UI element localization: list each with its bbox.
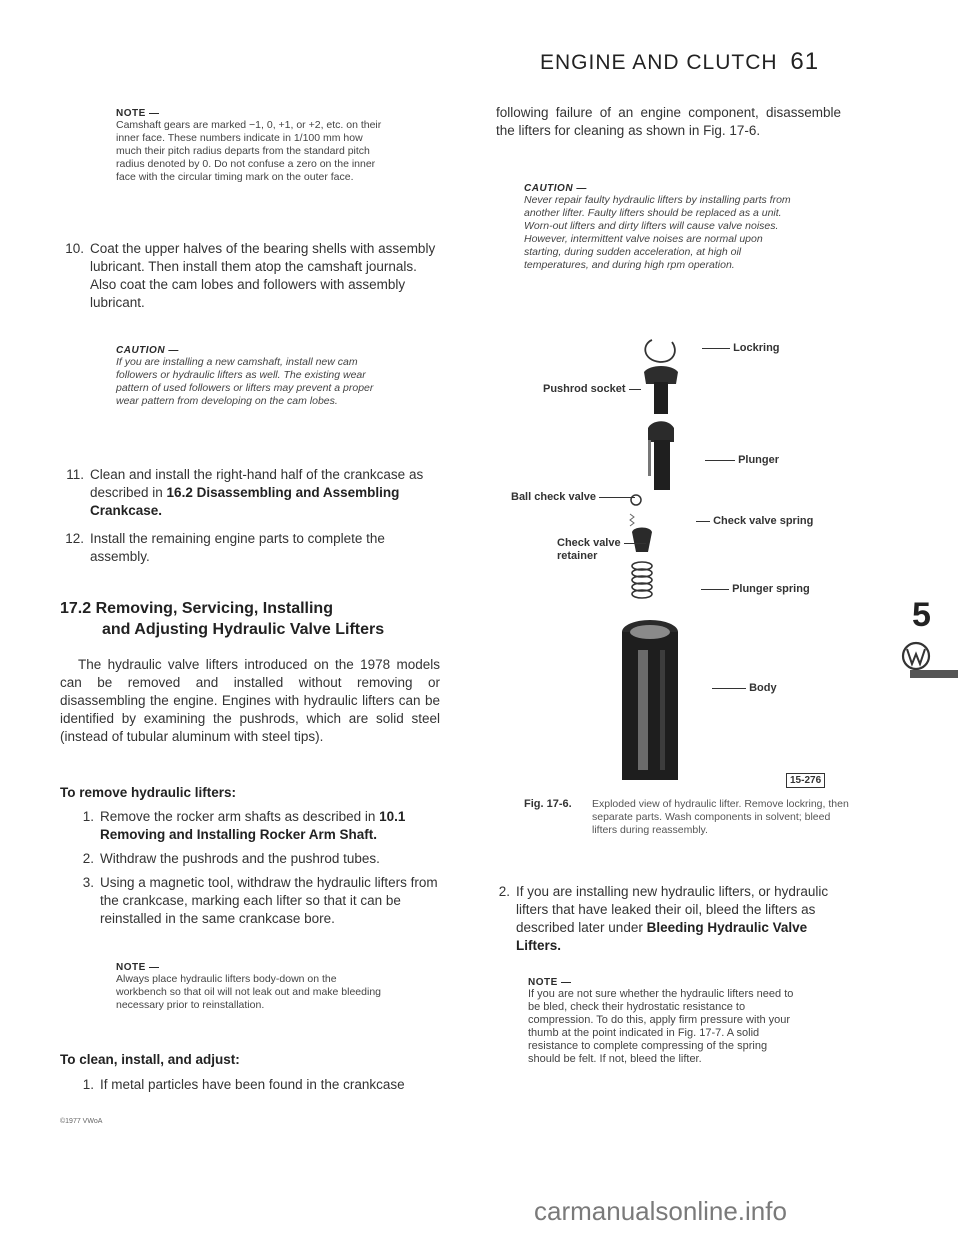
- label-pushrod-socket: Pushrod socket: [543, 383, 641, 395]
- remove-lifters-heading: To remove hydraulic lifters:: [60, 785, 237, 800]
- note-text: Camshaft gears are marked −1, 0, +1, or +2, etc. on their inner face. These numbers indicate in 1/100 mm how much their pitch radius departs from the standard pitch radius denoted by 0. Do not confuse a zero on the inner face with the circular timing mark on the outer face.: [116, 119, 382, 183]
- note-label: NOTE —: [116, 108, 160, 119]
- caution-text: If you are installing a new camshaft, install new cam followers or hydraulic lifters as well. The existing wear pattern of used followers or lifters may prevent a proper wear pattern from developing on the cam lobes.: [116, 356, 374, 407]
- site-watermark: carmanualsonline.info: [534, 1196, 787, 1226]
- note-label: NOTE —: [528, 977, 572, 988]
- figure-number: Fig. 17-6.: [524, 798, 572, 810]
- clean-step-1: [60, 1076, 450, 1094]
- remove-step: [60, 874, 445, 928]
- vw-logo-icon: [900, 640, 958, 680]
- lockring-part: [645, 340, 675, 362]
- step-text: If you are installing new hydraulic lifters, or hydraulic lifters that have leaked their oil, bleed the lifters as described later under: [516, 884, 829, 935]
- step-12: [60, 530, 440, 566]
- figure-code: 15-276: [786, 773, 825, 788]
- note-lifters-body-down: [116, 962, 386, 1012]
- step-text: Clean and install the right-hand half of the crankcase as described in: [90, 467, 424, 500]
- cross-reference: 16.2 Disassembling and Assembling Crankcase.: [90, 485, 400, 518]
- section-number: 17.2: [60, 600, 92, 617]
- clean-install-heading: To clean, install, and adjust:: [60, 1052, 240, 1067]
- note-text: If you are not sure whether the hydraulic lifters need to be bled, check their hydrostatic resistance to compression. To do this, apply firm pressure with your thumb at the point indicated in Fig. 17-7. A solid resistance to complete compressing of the spring should be felt. If not, bleed the lifter.: [528, 988, 794, 1065]
- step-text: Coat the upper halves of the bearing shells with assembly lubricant. Then install them atop the camshaft journals. Also coat the cam lobes and followers with assembly lubricant.: [90, 241, 436, 310]
- step-number: 1.: [82, 1077, 94, 1092]
- step-text: If metal particles have been found in the crankcase: [100, 1077, 405, 1092]
- lifter-body-part: [622, 620, 678, 780]
- step-11: [60, 466, 440, 520]
- caption-text: Exploded view of hydraulic lifter. Remove lockring, then separate parts. Wash components in solvent; bleed lifters during reassembly.: [592, 798, 849, 836]
- step-number: 3.: [82, 875, 94, 890]
- chapter-title: ENGINE AND CLUTCH: [540, 51, 778, 74]
- remove-step: [60, 808, 445, 844]
- caution-faulty-lifters: [524, 183, 796, 272]
- note-bleed-check: [528, 977, 798, 1066]
- step-text: Withdraw the pushrods and the pushrod tubes.: [100, 851, 380, 866]
- remove-step: [60, 850, 445, 868]
- caution-label: CAUTION —: [524, 183, 587, 194]
- step-number: 10.: [65, 241, 84, 256]
- caution-text: Never repair faulty hydraulic lifters by installing parts from another lifter. Faulty lifters should be replaced as a unit. Worn-out lifters and dirty lifters will cause valve noises. However, intermittent valve noises are normal upon starting, during sudden acceleration, at high oil temperatures, and during high rpm operation.: [524, 194, 791, 271]
- note-text: Always place hydraulic lifters body-down on the workbench so that oil will not leak out and make bleeding necessary prior to reinstallation.: [116, 973, 381, 1011]
- label-ball-check-valve: Ball check valve: [511, 491, 635, 503]
- step-number: 2.: [82, 851, 94, 866]
- label-lockring: Lockring: [702, 342, 780, 354]
- page-header: [540, 48, 819, 76]
- check-valve-spring-part: [630, 514, 634, 526]
- continued-paragraph: following failure of an engine component, disassemble the lifters for cleaning as shown in Fig. 17-6.: [496, 105, 841, 138]
- plunger-part: [648, 421, 674, 490]
- section-heading: [60, 598, 450, 640]
- remove-steps-list: [60, 808, 445, 928]
- intro-paragraph: The hydraulic valve lifters introduced on the 1978 models can be removed and installed without removing or disassembling the engine. Engines with hydraulic lifters can be identified by examining the pushrods, which are solid steel (instead of tubular aluminum with steel tips).: [60, 657, 440, 744]
- page-number: 61: [790, 48, 820, 75]
- cross-reference: 10.1 Removing and Installing Rocker Arm Shaft.: [100, 809, 406, 842]
- caution-label: CAUTION —: [116, 345, 179, 356]
- label-check-valve-retainer: Check valve retainer: [557, 537, 646, 563]
- label-body: Body: [712, 682, 777, 694]
- pushrod-socket-part: [644, 366, 678, 414]
- label-plunger-spring: Plunger spring: [701, 583, 810, 595]
- label-check-valve-spring: Check valve spring: [696, 515, 813, 527]
- step-text: Using a magnetic tool, withdraw the hydraulic lifters from the crankcase, marking each lifter so that it can be reinstalled in the same crankcase bore.: [100, 875, 438, 926]
- chapter-tab-number: 5: [912, 596, 931, 634]
- step-text: Install the remaining engine parts to complete the assembly.: [90, 531, 385, 564]
- step-number: 11.: [66, 467, 84, 482]
- cross-reference: Bleeding Hydraulic Valve Lifters.: [516, 920, 808, 953]
- step-number: 2.: [498, 884, 510, 899]
- copyright: ©1977 VWoA: [60, 1118, 103, 1125]
- section-title-line-1: Removing, Servicing, Installing: [95, 600, 333, 617]
- caution-new-camshaft: [116, 345, 382, 408]
- note-label: NOTE —: [116, 962, 160, 973]
- step-10: [60, 240, 440, 312]
- step-text: Remove the rocker arm shafts as described in: [100, 809, 380, 824]
- label-plunger: Plunger: [705, 454, 779, 466]
- step-2-bleed: [490, 883, 845, 955]
- step-number: 12.: [65, 531, 84, 546]
- section-title-line-2: and Adjusting Hydraulic Valve Lifters: [102, 621, 385, 638]
- figure-caption: [524, 798, 849, 837]
- plunger-spring-part: [632, 562, 652, 598]
- step-number: 1.: [82, 809, 94, 824]
- note-camshaft-gears: [116, 108, 382, 184]
